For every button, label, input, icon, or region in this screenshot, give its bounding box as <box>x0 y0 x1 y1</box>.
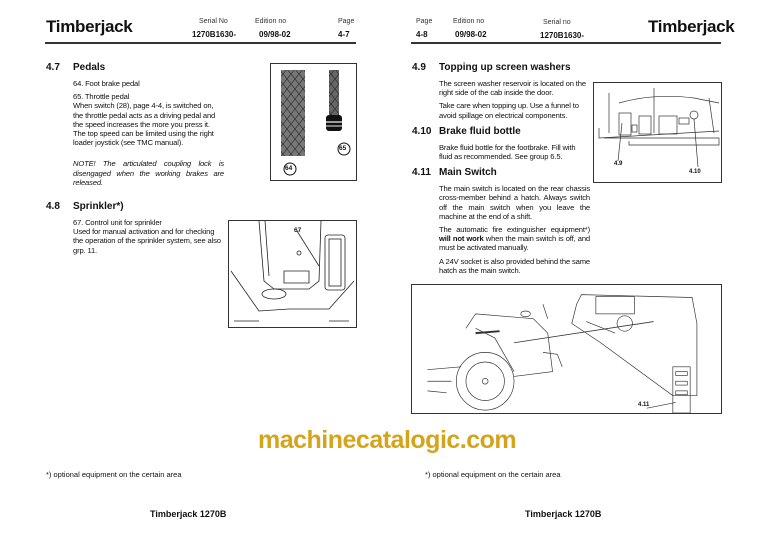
text: when the main switch is off, and must be activated manually. <box>439 234 590 253</box>
section-number: 4.9 <box>412 62 426 73</box>
section-4-11-body <box>439 184 590 275</box>
emphasis: will not work <box>439 234 484 244</box>
paragraph: Brake fluid bottle for the footbrake. Fill with fluid as recommended. See group 6.5. <box>439 142 576 162</box>
watermark: machinecatalogic.com <box>258 426 517 454</box>
item-65-text: When switch (28), page 4-4, is switched on, the throttle pedal acts as a driving pedal and the speed increases the more you press it. The top speed can be limited using the right loader joystick (see TMC manual). <box>73 101 216 148</box>
pedals-illustration <box>271 64 356 180</box>
right-serial-value: 1270B1630- <box>540 31 585 40</box>
right-footer-title: Timberjack 1270B <box>525 509 602 519</box>
section-title: Sprinkler*) <box>73 201 124 213</box>
label-4-9: 4.9 <box>614 161 623 167</box>
sprinkler-figure <box>228 220 357 328</box>
paragraph: A 24V socket is also provided behind the same hatch as the main switch. <box>439 256 590 275</box>
section-4-8-heading <box>46 201 224 212</box>
callout-67: 67 <box>294 227 302 234</box>
callout-65: 65 <box>339 145 347 152</box>
right-edition-label: Edition no <box>453 18 485 25</box>
pedals-figure <box>270 63 357 181</box>
item-65-title: 65. Throttle pedal <box>73 92 130 102</box>
label-4-10: 4.10 <box>689 169 701 175</box>
paragraph: The screen washer reservoir is located on the right side of the cab inside the door. <box>439 79 586 98</box>
left-footnote: *) optional equipment on the certain area <box>46 470 182 479</box>
left-edition-label: Edition no <box>255 18 287 25</box>
section-number: 4.11 <box>412 167 431 179</box>
section-4-9-heading <box>412 62 590 73</box>
left-serial-value: 1270B1630- <box>192 30 237 39</box>
section-4-11-heading <box>412 167 590 178</box>
section-number: 4.8 <box>46 201 60 213</box>
section-number: 4.7 <box>46 62 60 73</box>
right-edition-value: 09/98-02 <box>455 30 487 39</box>
machine-illustration <box>412 285 721 413</box>
left-text-column <box>46 62 224 255</box>
paragraph-fire-extinguisher <box>439 225 590 253</box>
right-page-value: 4-8 <box>416 30 428 39</box>
left-logo: Timberjack <box>46 17 133 36</box>
section-4-7-body <box>73 79 224 187</box>
paragraph: The main switch is located on the rear chassis cross-member behind a hatch. Always switch off the main switch when you leave the machine at the end of a shift. <box>439 184 590 221</box>
section-number: 4.10 <box>412 125 432 137</box>
right-page-label: Page <box>416 18 433 25</box>
left-page-value: 4-7 <box>338 30 350 39</box>
label-4-11: 4.11 <box>638 402 650 408</box>
section-4-10-heading <box>412 126 590 137</box>
right-serial-label: Serial no <box>543 19 571 26</box>
left-header-rule <box>45 42 356 44</box>
right-footnote: *) optional equipment on the certain area <box>425 470 561 479</box>
left-page-label: Page <box>338 18 355 25</box>
section-title: Topping up screen washers <box>439 62 571 73</box>
left-serial-label: Serial No <box>199 18 228 25</box>
cab-illustration <box>594 83 721 182</box>
text: The automatic fire extinguisher equipment*) <box>439 225 590 235</box>
item-67-title: 67. Control unit for sprinkler <box>73 218 162 228</box>
paragraph: Take care when topping up. Use a funnel to avoid spillage on electrical components. <box>439 101 579 120</box>
section-title: Pedals <box>73 62 106 73</box>
callout-64: 64 <box>285 165 293 172</box>
sprinkler-illustration <box>229 221 356 327</box>
section-4-8-body <box>73 218 224 255</box>
section-4-10-body <box>439 143 590 161</box>
section-title: Brake fluid bottle <box>439 125 521 137</box>
note: NOTE! The articulated coupling lock is disengaged when the working brakes are released. <box>73 159 224 187</box>
left-footer-title: Timberjack 1270B <box>150 509 227 519</box>
left-edition-value: 09/98-02 <box>259 30 291 39</box>
section-4-9-body <box>439 79 590 120</box>
main-switch-figure <box>411 284 722 414</box>
right-logo: Timberjack <box>648 17 735 36</box>
section-title: Main Switch <box>439 167 497 179</box>
section-4-7-heading <box>46 62 224 73</box>
right-text-column <box>412 62 590 279</box>
item-64: 64. Foot brake pedal <box>73 79 140 88</box>
right-header-rule <box>411 42 721 44</box>
item-67-text: Used for manual activation and for checking the operation of the sprinkler system, see also grp. 11. <box>73 227 221 255</box>
cab-figure <box>593 82 722 183</box>
